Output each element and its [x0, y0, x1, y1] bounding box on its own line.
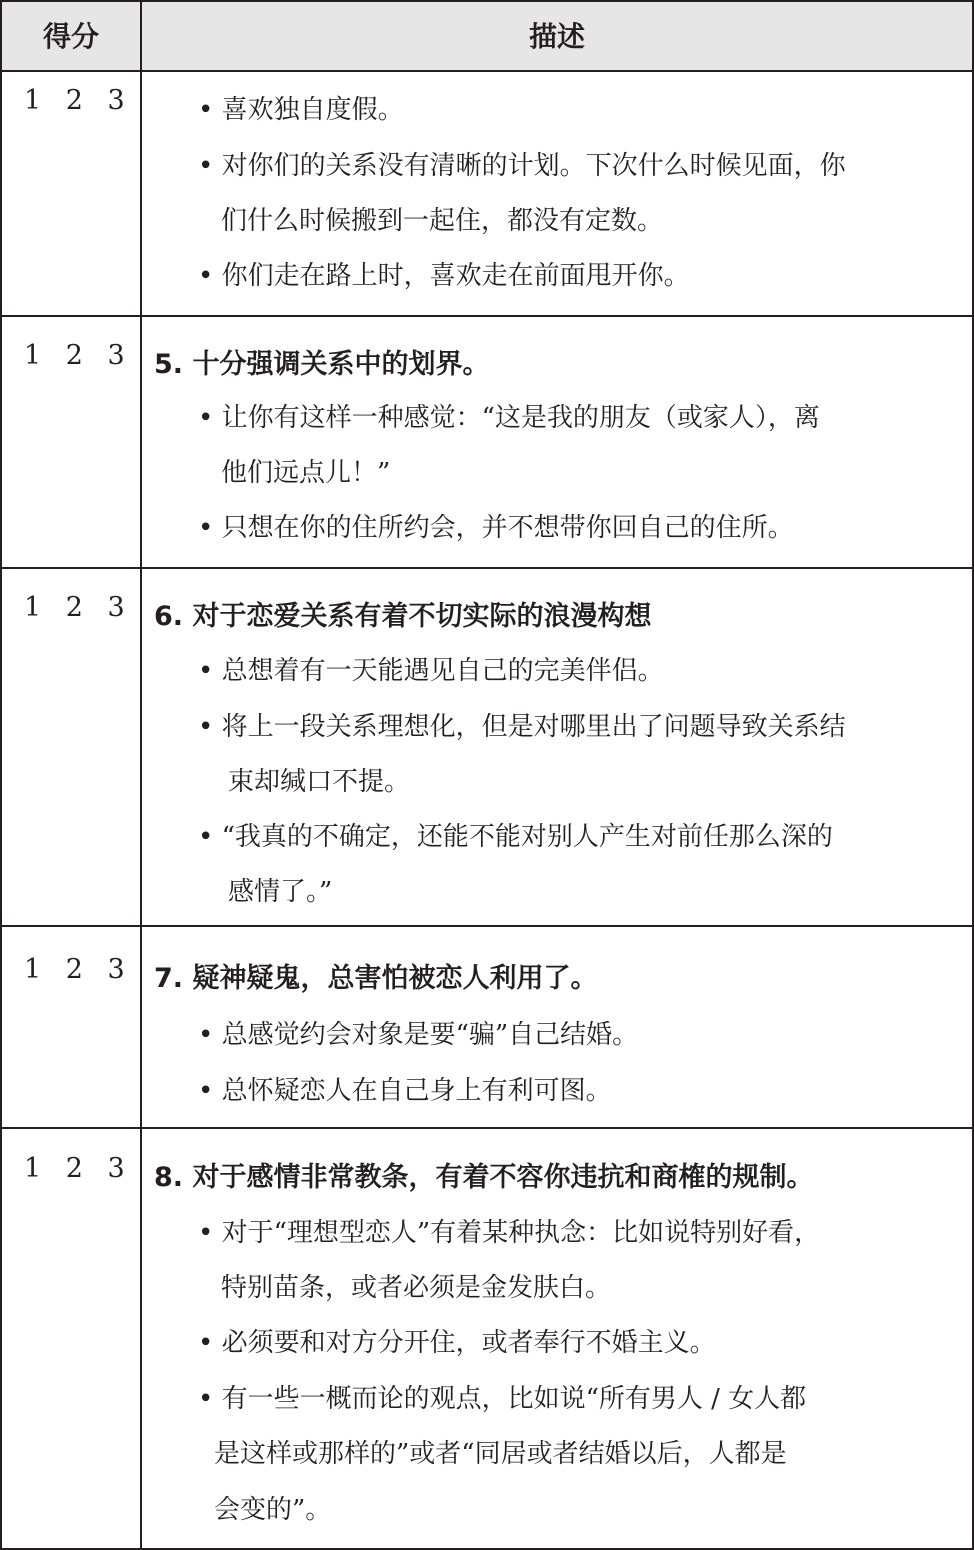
description-line: • 对于“理想型恋人”有着某种执念：比如说特别好看， [198, 1218, 821, 1248]
description-line: • 让你有这样一种感觉：“这是我的朋友（或家人），离 [198, 403, 820, 433]
description-line: 束却缄口不提。 [228, 767, 411, 797]
score-options: 1 2 3 [24, 1153, 133, 1184]
description-line: 是这样或那样的”或者“同居或者结婚以后，人都是 [214, 1439, 787, 1469]
description-line: 他们远点儿！” [221, 458, 391, 488]
score-options: 1 2 3 [24, 954, 133, 985]
description-line: • 有一些一概而论的观点，比如说“所有男人 / 女人都 [198, 1384, 807, 1414]
description-line: 会变的”。 [214, 1495, 332, 1525]
description-line: • 将上一段关系理想化，但是对哪里出了问题导致关系结 [198, 712, 846, 742]
row-divider [2, 925, 972, 927]
row-title: 5. 十分强调关系中的划界。 [154, 349, 490, 380]
table-header [2, 2, 972, 72]
row-divider [2, 315, 972, 317]
description-line: 们什么时候搬到一起住，都没有定数。 [221, 206, 664, 236]
row-title: 7. 疑神疑鬼，总害怕被恋人利用了。 [154, 963, 598, 994]
description-line: • 对你们的关系没有清晰的计划。下次什么时候见面，你 [198, 151, 846, 181]
score-options: 1 2 3 [24, 592, 133, 623]
column-divider [140, 2, 142, 1548]
score-options: 1 2 3 [24, 340, 133, 371]
score-options: 1 2 3 [24, 85, 133, 116]
description-line: 感情了。” [228, 877, 333, 907]
description-line: • 只想在你的住所约会，并不想带你回自己的住所。 [198, 513, 794, 543]
description-line: • 总怀疑恋人在自己身上有利可图。 [198, 1076, 612, 1106]
description-line: • 你们走在路上时，喜欢走在前面甩开你。 [198, 261, 690, 291]
header-description: 描述 [528, 20, 585, 53]
description-line: • 总感觉约会对象是要“骗”自己结婚。 [198, 1020, 639, 1050]
description-line: • 必须要和对方分开住，或者奉行不婚主义。 [198, 1328, 716, 1358]
row-divider [2, 567, 972, 569]
row-divider [2, 1127, 972, 1129]
description-line: • “我真的不确定，还能不能对别人产生对前任那么深的 [198, 822, 833, 852]
description-line: • 总想着有一天能遇见自己的完美伴侣。 [198, 656, 664, 686]
row-title: 8. 对于感情非常教条，有着不容你违抗和商榷的规制。 [154, 1162, 814, 1193]
row-title: 6. 对于恋爱关系有着不切实际的浪漫构想 [154, 601, 652, 632]
header-score: 得分 [42, 20, 99, 53]
description-line: • 喜欢独自度假。 [198, 95, 404, 125]
description-line: 特别苗条，或者必须是金发肤白。 [221, 1273, 612, 1303]
